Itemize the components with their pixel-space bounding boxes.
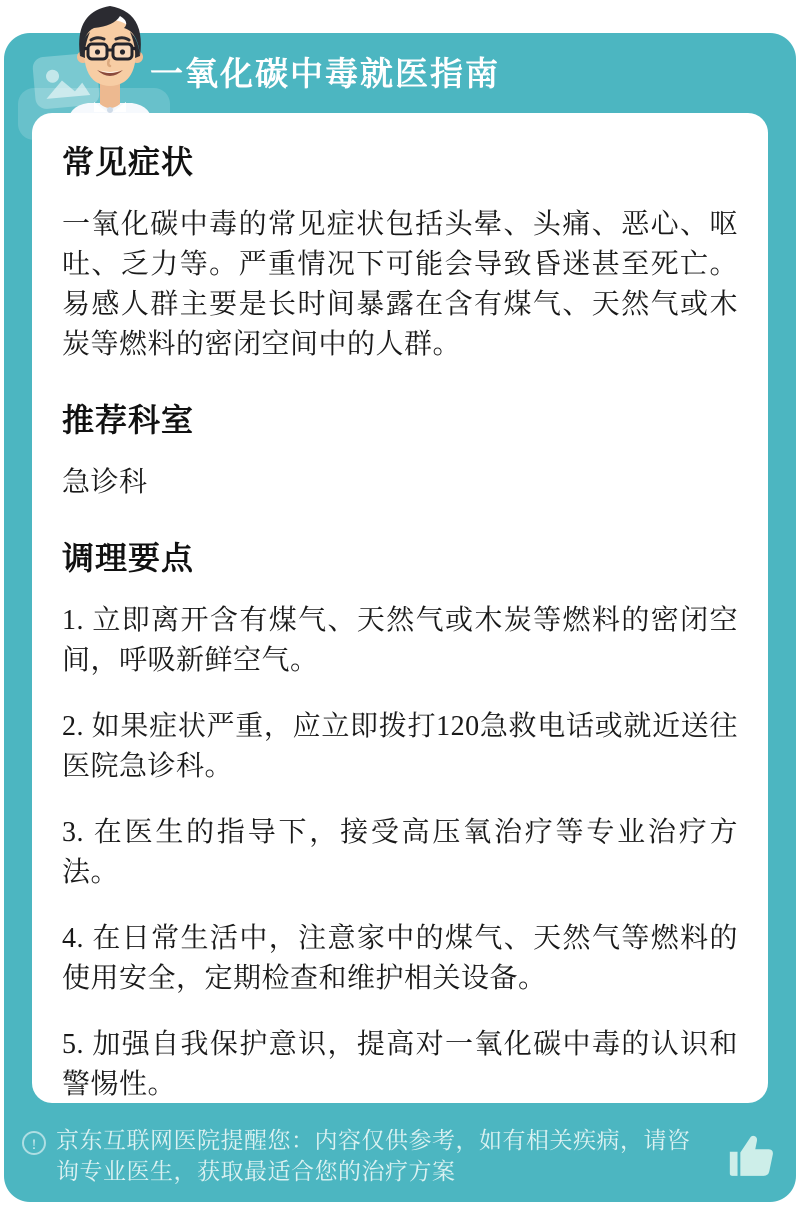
care-item: 2. 如果症状严重，应立即拨打120急救电话或就近送往医院急诊科。 [62, 711, 738, 782]
symptoms-paragraph: 一氧化碳中毒的常见症状包括头晕、头痛、恶心、呕吐、乏力等。严重情况下可能会导致昏迷甚至死亡。易感人群主要是长时间暴露在含有煤气、天然气或木炭等燃料的密闭空间中的人群。 [62, 209, 738, 360]
section-heading-department: 推荐科室 [62, 402, 195, 438]
disclaimer-text: 京东互联网医院提醒您：内容仅供参考，如有相关疾病，请咨询专业医生，获取最适合您的治疗方案 [56, 1127, 691, 1184]
care-item: 1. 立即离开含有煤气、天然气或木炭等燃料的密闭空间，呼吸新鲜空气。 [62, 605, 738, 676]
page-title: 一氧化碳中毒就医指南 [150, 55, 500, 92]
department-value: 急诊科 [62, 467, 148, 498]
info-icon: ! [22, 1131, 46, 1155]
footer-disclaimer-bar [22, 1125, 722, 1187]
care-item: 3. 在医生的指导下，接受高压氧治疗等专业治疗方法。 [62, 817, 738, 888]
thumbs-up-icon[interactable] [724, 1127, 780, 1185]
section-heading-symptoms: 常见症状 [62, 144, 195, 180]
page-background [4, 33, 796, 1202]
section-heading-care: 调理要点 [62, 540, 195, 576]
content-card [32, 113, 768, 1103]
care-item: 4. 在日常生活中，注意家中的煤气、天然气等燃料的使用安全，定期检查和维护相关设备。 [62, 923, 738, 994]
care-item: 5. 加强自我保护意识，提高对一氧化碳中毒的认识和警惕性。 [62, 1029, 738, 1100]
